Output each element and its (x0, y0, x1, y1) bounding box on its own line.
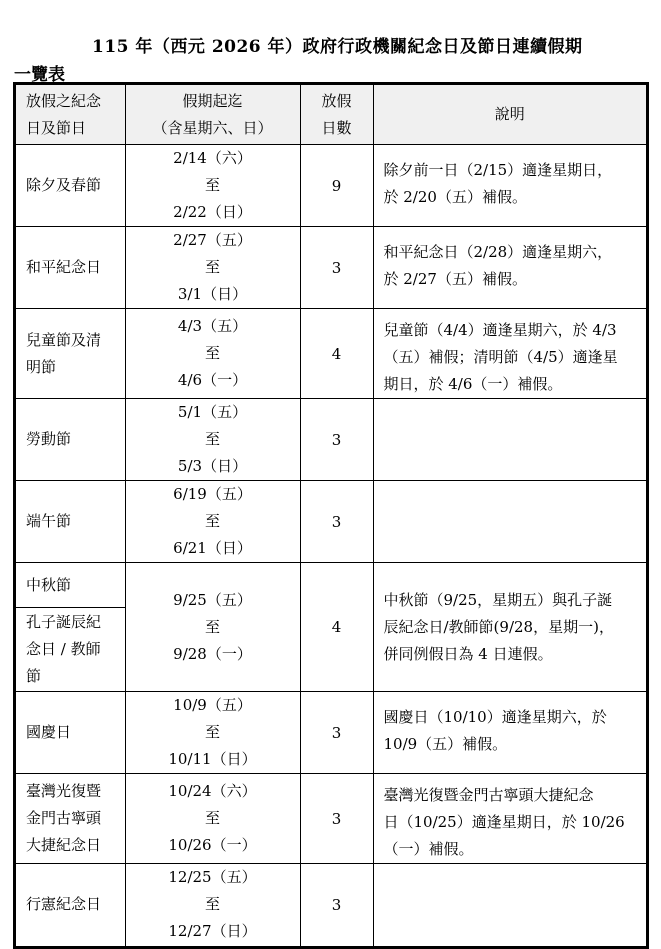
holiday-name: 端午節 (16, 481, 125, 563)
holiday-description: 和平紀念日（2/28）適逢星期六， 於 2/27（五）補假。 (373, 227, 646, 309)
holiday-description (373, 481, 646, 563)
holiday-description: 中秋節（9/25，星期五）與孔子誕 辰紀念日/教師節(9/28，星期一)， 併同例假日為 4 日連假。 (373, 563, 646, 692)
holiday-name: 除夕及春節 (16, 145, 125, 227)
holiday-table-frame (13, 82, 649, 949)
holiday-period: 10/24（六） 至 10/26（一） (125, 774, 300, 864)
holiday-name: 臺灣光復暨 金門古寧頭 大捷紀念日 (16, 774, 125, 864)
header-row (16, 85, 646, 145)
holiday-period: 4/3（五） 至 4/6（一） (125, 309, 300, 399)
holiday-description (373, 864, 646, 946)
holiday-period: 10/9（五） 至 10/11（日） (125, 692, 300, 774)
holiday-days: 3 (300, 399, 373, 481)
holiday-period: 2/14（六） 至 2/22（日） (125, 145, 300, 227)
holiday-period: 12/25（五） 至 12/27（日） (125, 864, 300, 946)
table-row (16, 864, 646, 946)
holiday-description: 除夕前一日（2/15）適逢星期日， 於 2/20（五）補假。 (373, 145, 646, 227)
holiday-days: 4 (300, 563, 373, 692)
document-title: 115 年（西元 2026 年）政府行政機關紀念日及節日連續假期 (92, 37, 583, 57)
holiday-description: 臺灣光復暨金門古寧頭大捷紀念 日（10/25）適逢星期日，於 10/26 （一）補假。 (373, 774, 646, 864)
holiday-table (16, 85, 646, 946)
holiday-period: 5/1（五） 至 5/3（日） (125, 399, 300, 481)
holiday-name: 國慶日 (16, 692, 125, 774)
header-holiday-name: 放假之紀念 日及節日 (16, 85, 125, 145)
holiday-days: 3 (300, 774, 373, 864)
table-row (16, 774, 646, 864)
header-description: 說明 (373, 85, 646, 145)
holiday-description: 兒童節（4/4）適逢星期六，於 4/3 （五）補假；清明節（4/5）適逢星 期日，於 4/6（一）補假。 (373, 309, 646, 399)
holiday-period: 9/25（五） 至 9/28（一） (125, 563, 300, 692)
table-row (16, 227, 646, 309)
table-row (16, 399, 646, 481)
holiday-days: 3 (300, 481, 373, 563)
holiday-period: 2/27（五） 至 3/1（日） (125, 227, 300, 309)
table-row (16, 145, 646, 227)
holiday-days: 3 (300, 227, 373, 309)
header-period: 假期起迄 （含星期六、日） (125, 85, 300, 145)
table-row (16, 481, 646, 563)
holiday-name: 勞動節 (16, 399, 125, 481)
document-subtitle: 一覽表 (14, 65, 65, 85)
holiday-description (373, 399, 646, 481)
holiday-period: 6/19（五） 至 6/21（日） (125, 481, 300, 563)
holiday-name: 行憲紀念日 (16, 864, 125, 946)
holiday-days: 9 (300, 145, 373, 227)
header-days: 放假 日數 (300, 85, 373, 145)
table-row (16, 692, 646, 774)
holiday-description: 國慶日（10/10）適逢星期六，於 10/9（五）補假。 (373, 692, 646, 774)
holiday-days: 4 (300, 309, 373, 399)
holiday-days: 3 (300, 864, 373, 946)
holiday-name: 兒童節及清 明節 (16, 309, 125, 399)
holiday-name: 和平紀念日 (16, 227, 125, 309)
table-row (16, 563, 646, 608)
holiday-days: 3 (300, 692, 373, 774)
table-row (16, 309, 646, 399)
holiday-name: 中秋節 (16, 563, 125, 608)
holiday-name: 孔子誕辰紀 念日 / 教師 節 (16, 608, 125, 692)
